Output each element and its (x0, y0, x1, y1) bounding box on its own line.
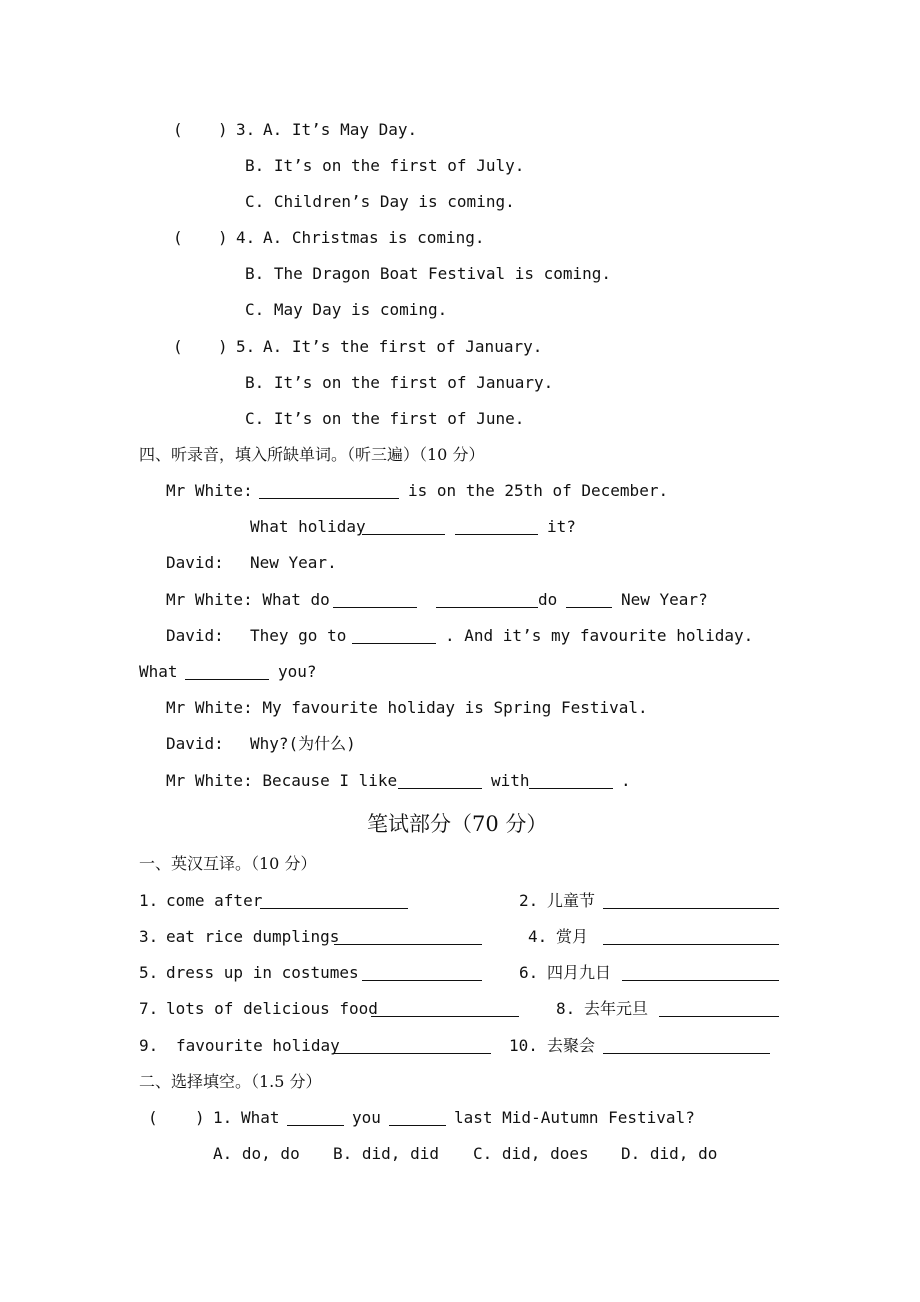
question-text: What (241, 1108, 280, 1127)
option-a: A. It’s the first of January. (263, 337, 543, 356)
question-number: 4. (236, 228, 256, 247)
item-number: 4. (528, 927, 548, 946)
option-b: B. It’s on the first of July. (245, 156, 525, 175)
dialogue-text: They go to (250, 626, 347, 645)
item-number: 1. (139, 891, 159, 910)
answer-paren-close: ) (218, 228, 228, 247)
section-2-heading: 二、选择填空。（1.5 分） (139, 1072, 322, 1091)
dialogue-text: New Year. (250, 553, 337, 572)
translate-item: eat rice dumplings (166, 927, 340, 946)
dialogue-speaker: David: (166, 734, 224, 753)
question-text: you (352, 1108, 381, 1127)
answer-paren-open: ( (173, 228, 183, 247)
translate-item: 去年元旦 (584, 999, 649, 1018)
blank-field[interactable] (398, 772, 482, 789)
question-number: 5. (236, 337, 256, 356)
option-b: B. It’s on the first of January. (245, 373, 554, 392)
blank-field[interactable] (260, 892, 408, 909)
option-c: C. did, does (473, 1144, 589, 1163)
option-a: A. It’s May Day. (263, 120, 418, 139)
blank-field[interactable] (259, 482, 399, 499)
blank-field[interactable] (529, 772, 613, 789)
translate-item: 赏月 (556, 927, 589, 946)
blank-field[interactable] (603, 892, 779, 909)
dialogue-text: Mr White: Because I like (166, 771, 398, 790)
dialogue-text: Why?(为什么) (250, 734, 356, 753)
dialogue-text: you? (278, 662, 317, 681)
translate-item: 去聚会 (547, 1036, 596, 1055)
dialogue-speaker: David: (166, 626, 224, 645)
item-number: 3. (139, 927, 159, 946)
answer-paren-open: ( (148, 1108, 158, 1127)
option-b: B. did, did (333, 1144, 439, 1163)
written-part-title: 笔试部分（70 分） (367, 812, 548, 836)
dialogue-text: is on the 25th of December. (408, 481, 669, 500)
question-number: 1. (213, 1108, 233, 1127)
translate-item: 儿童节 (547, 891, 596, 910)
translate-item: dress up in costumes (166, 963, 359, 982)
item-number: 9. (139, 1036, 159, 1055)
dialogue-speaker: Mr White: (166, 481, 253, 500)
option-b: B. The Dragon Boat Festival is coming. (245, 264, 612, 283)
blank-field[interactable] (371, 1000, 519, 1017)
question-number: 3. (236, 120, 256, 139)
blank-field[interactable] (603, 1037, 770, 1054)
item-number: 7. (139, 999, 159, 1018)
blank-field[interactable] (362, 518, 445, 535)
translate-item: lots of delicious food (166, 999, 378, 1018)
option-a: A. Christmas is coming. (263, 228, 485, 247)
dialogue-text: . And it’s my favourite holiday. (445, 626, 754, 645)
translate-item: favourite holiday (176, 1036, 340, 1055)
blank-field[interactable] (362, 964, 482, 981)
answer-paren-close: ) (218, 120, 228, 139)
translate-item: come after (166, 891, 263, 910)
translate-item: 四月九日 (547, 963, 612, 982)
option-c: C. It’s on the first of June. (245, 409, 525, 428)
answer-paren-close: ) (218, 337, 228, 356)
blank-field[interactable] (603, 928, 779, 945)
section-1-heading: 一、英汉互译。（10 分） (139, 854, 317, 873)
dialogue-text: it? (547, 517, 576, 536)
blank-field[interactable] (566, 591, 612, 608)
blank-field[interactable] (455, 518, 538, 535)
dialogue-text: What (139, 662, 178, 681)
dialogue-text: New Year? (621, 590, 708, 609)
answer-paren-close: ) (195, 1108, 205, 1127)
item-number: 10. (509, 1036, 538, 1055)
question-text: last Mid-Autumn Festival? (454, 1108, 695, 1127)
item-number: 2. (519, 891, 539, 910)
answer-paren-open: ( (173, 337, 183, 356)
option-c: C. May Day is coming. (245, 300, 448, 319)
blank-field[interactable] (287, 1109, 344, 1126)
blank-field[interactable] (333, 591, 417, 608)
blank-field[interactable] (389, 1109, 446, 1126)
blank-field[interactable] (185, 663, 269, 680)
blank-field[interactable] (334, 928, 482, 945)
section-4-heading: 四、听录音，填入所缺单词。（听三遍）（10 分） (139, 445, 485, 464)
blank-field[interactable] (659, 1000, 779, 1017)
dialogue-text: What holiday (250, 517, 366, 536)
blank-field[interactable] (622, 964, 779, 981)
option-c: C. Children’s Day is coming. (245, 192, 515, 211)
dialogue-text: . (621, 771, 631, 790)
dialogue-text: with (491, 771, 530, 790)
dialogue-text: Mr White: My favourite holiday is Spring Festival. (166, 698, 648, 717)
option-a: A. do, do (213, 1144, 300, 1163)
item-number: 6. (519, 963, 539, 982)
item-number: 8. (556, 999, 576, 1018)
blank-field[interactable] (436, 591, 538, 608)
dialogue-text: Mr White: What do (166, 590, 330, 609)
dialogue-speaker: David: (166, 553, 224, 572)
blank-field[interactable] (334, 1037, 491, 1054)
blank-field[interactable] (352, 627, 436, 644)
item-number: 5. (139, 963, 159, 982)
dialogue-text: do (538, 590, 558, 609)
option-d: D. did, do (621, 1144, 718, 1163)
answer-paren-open: ( (173, 120, 183, 139)
